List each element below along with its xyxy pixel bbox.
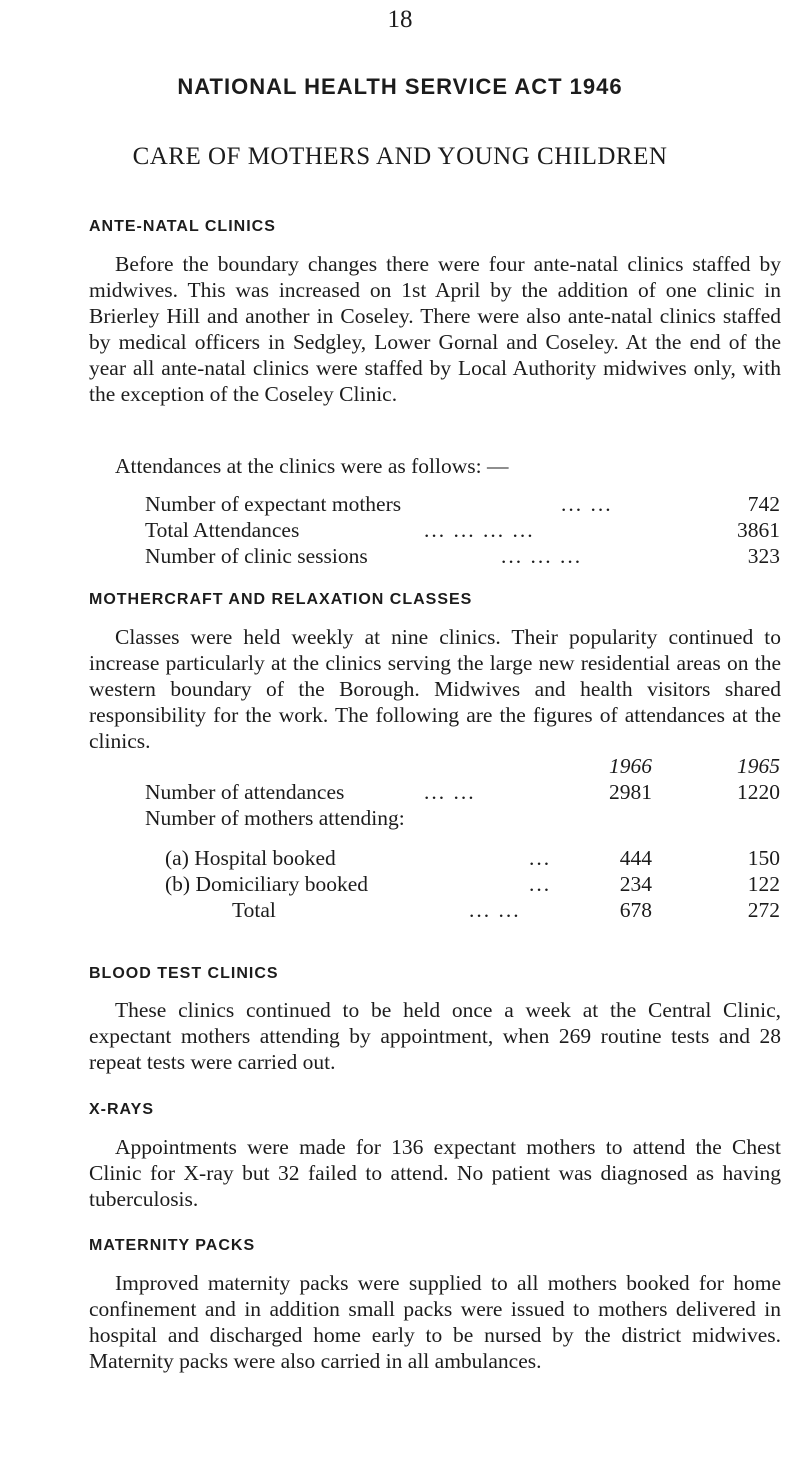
dot-leader: ... ... ...: [501, 544, 583, 568]
attendances-intro: Attendances at the clinics were as follows: —: [115, 454, 509, 478]
dot-leader: ...: [529, 872, 552, 896]
dot-leader: ... ...: [469, 898, 521, 922]
table-cell-hospital-1965: 150: [747, 846, 780, 870]
page-title: CARE OF MOTHERS AND YOUNG CHILDREN: [132, 143, 668, 170]
maternity-packs-paragraph: Improved maternity packs were supplied to all mothers booked for home confinement and in addition small packs were issued to mothers delivered in hospital and discharged home early to be nursed by the district midwives. Maternity packs were also carried in all ambulances.: [89, 1271, 781, 1373]
table-cell-domiciliary-1966: 234: [619, 872, 652, 896]
section-heading-antenatal: ANTE-NATAL CLINICS: [89, 218, 276, 235]
table-cell-hospital-1966: 444: [619, 846, 652, 870]
table-label-hospital-booked: (a) Hospital booked: [165, 846, 336, 870]
mothercraft-paragraph: Classes were held weekly at nine clinics. Their popularity continued to increase particularly at the clinics serving the large new residential areas on the western boundary of the Borough. Midwives and health visitors shared responsibility for the work. The following are the figures of attendances at the clinics.: [89, 625, 781, 753]
table-cell-total-1966: 678: [619, 898, 652, 922]
table-label-attendances: Number of attendances: [145, 780, 345, 804]
stat-label-total-attendances: Total Attendances: [145, 518, 300, 542]
stat-value-total-attendances: 3861: [737, 518, 780, 542]
table-cell-domiciliary-1965: 122: [747, 872, 780, 896]
dot-leader: ... ...: [561, 492, 613, 516]
act-title: NATIONAL HEALTH SERVICE ACT 1946: [177, 74, 623, 99]
table-cell-attendances-1965: 1220: [737, 780, 780, 804]
xrays-paragraph: Appointments were made for 136 expectant mothers to attend the Chest Clinic for X-ray but 32 failed to attend. No patient was diagnosed as having tuberculosis.: [89, 1135, 781, 1211]
section-heading-maternity-packs: MATERNITY PACKS: [89, 1237, 256, 1254]
section-heading-mothercraft: MOTHERCRAFT AND RELAXATION CLASSES: [89, 591, 473, 608]
dot-leader: ...: [529, 846, 552, 870]
section-heading-blood-test: BLOOD TEST CLINICS: [89, 965, 279, 982]
blood-test-paragraph: These clinics continued to be held once a week at the Central Clinic, expectant mothers attending by appointment, when 269 routine tests and 28 repeat tests were carried out.: [89, 998, 781, 1074]
table-header-1966: 1966: [609, 754, 652, 778]
table-cell-total-1965: 272: [747, 898, 780, 922]
stat-value-expectant-mothers: 742: [747, 492, 780, 516]
section-heading-xrays: X-RAYS: [89, 1101, 154, 1118]
dot-leader: ... ... ... ...: [424, 518, 535, 542]
table-label-total: Total: [232, 898, 276, 922]
stat-label-clinic-sessions: Number of clinic sessions: [145, 544, 368, 568]
table-label-domiciliary-booked: (b) Domiciliary booked: [165, 872, 369, 896]
page-number: 18: [387, 6, 413, 33]
stat-value-clinic-sessions: 323: [747, 544, 780, 568]
antenatal-paragraph: Before the boundary changes there were four ante-natal clinics staffed by midwives. This was increased on 1st April by the addition of one clinic in Brierley Hill and another in Coseley. There were also ante-natal clinics staffed by medical officers in Sedgley, Lower Gornal and Coseley. At the end of the year all ante-natal clinics were staffed by Local Authority midwives only, with the exception of the Coseley Clinic.: [89, 252, 781, 406]
table-label-mothers-attending: Number of mothers attending:: [145, 806, 405, 830]
table-header-1965: 1965: [737, 754, 780, 778]
table-cell-attendances-1966: 2981: [609, 780, 652, 804]
stat-label-expectant-mothers: Number of expectant mothers: [145, 492, 402, 516]
dot-leader: ... ...: [424, 780, 476, 804]
